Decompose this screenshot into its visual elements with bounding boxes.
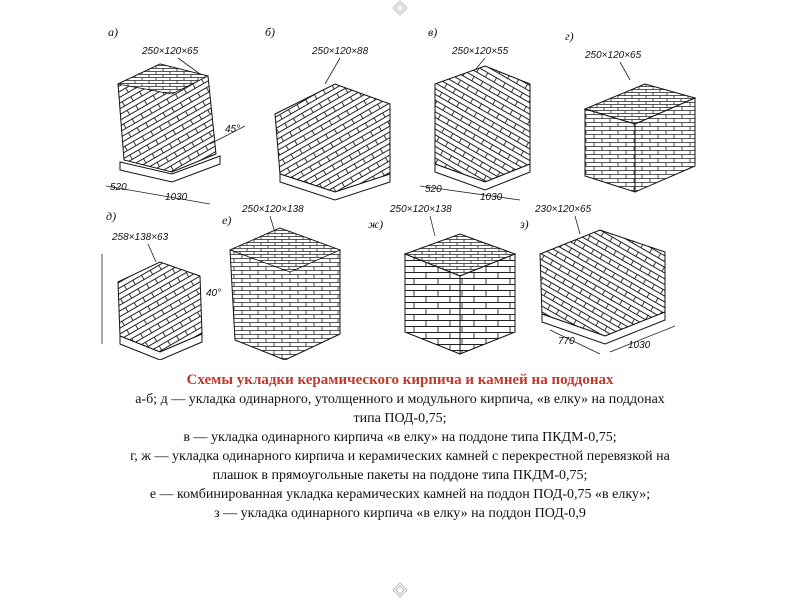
brick-stacking-diagram <box>90 14 710 360</box>
panel-v-letter: в) <box>428 25 438 39</box>
panel-z-dim-2: 1030 <box>628 340 651 351</box>
panel-a-size: 250×120×65 <box>142 46 199 57</box>
bottom-diamond-icon <box>392 582 408 598</box>
caption-line-4: г, ж — укладка одинарного кирпича и керамических камней с перекрестной перевязкой на <box>130 449 670 464</box>
diagram-svg <box>90 14 710 360</box>
panel-a-letter: а) <box>108 25 118 39</box>
panel-v-dim-2: 1030 <box>480 192 503 203</box>
panel-b <box>265 25 390 200</box>
panel-g-size: 250×120×65 <box>585 50 642 61</box>
caption-line-2: типа ПОД-0,75; <box>353 411 447 426</box>
panel-d-size: 258×138×63 <box>112 232 169 243</box>
panel-b-size: 250×120×88 <box>312 46 369 57</box>
caption-line-5: плашок в прямоугольные пакеты на поддоне типа ПКДМ-0,75; <box>212 468 588 483</box>
panel-e-size: 250×120×138 <box>242 204 304 215</box>
panel-d-angle: 40° <box>206 288 222 299</box>
panel-v <box>420 25 530 203</box>
figure-caption <box>40 370 760 523</box>
panel-z-letter: з) <box>520 217 529 231</box>
panel-zh-letter: ж) <box>368 217 384 231</box>
panel-e <box>222 204 340 360</box>
panel-a-dim-1: 520 <box>110 182 127 193</box>
panel-g-letter: г) <box>565 29 574 43</box>
panel-z-size: 230×120×65 <box>535 204 592 215</box>
panel-e-letter: е) <box>222 213 232 227</box>
caption-line-1: а-б; д — укладка одинарного, утолщенного и модульного кирпича, «в елку» на поддонах <box>135 392 665 407</box>
panel-a <box>106 25 245 204</box>
caption-line-6: е — комбинированная укладка керамических камней на поддон ПОД-0,75 «в елку»; <box>149 487 651 502</box>
panel-a-angle: 45° <box>225 124 241 135</box>
panel-v-size: 250×120×55 <box>452 46 509 57</box>
panel-b-letter: б) <box>265 25 276 39</box>
panel-a-dim-2: 1030 <box>165 192 188 203</box>
panel-v-dim-1: 520 <box>425 184 442 195</box>
caption-line-7: з — укладка одинарного кирпича «в елку» на поддон ПОД-0,9 <box>214 506 586 521</box>
panel-g <box>565 29 695 192</box>
caption-line-3: в — укладка одинарного кирпича «в елку» на поддоне типа ПКДМ-0,75; <box>183 430 617 445</box>
panel-zh-size: 250×120×138 <box>390 204 452 215</box>
panel-zh <box>368 204 515 354</box>
panel-z-dim-1: 770 <box>558 336 575 347</box>
panel-d-letter: д) <box>106 209 117 223</box>
panel-z <box>519 204 675 354</box>
panel-d <box>102 209 221 360</box>
caption-title: Схемы укладки керамического кирпича и камней на поддонах <box>186 372 614 388</box>
